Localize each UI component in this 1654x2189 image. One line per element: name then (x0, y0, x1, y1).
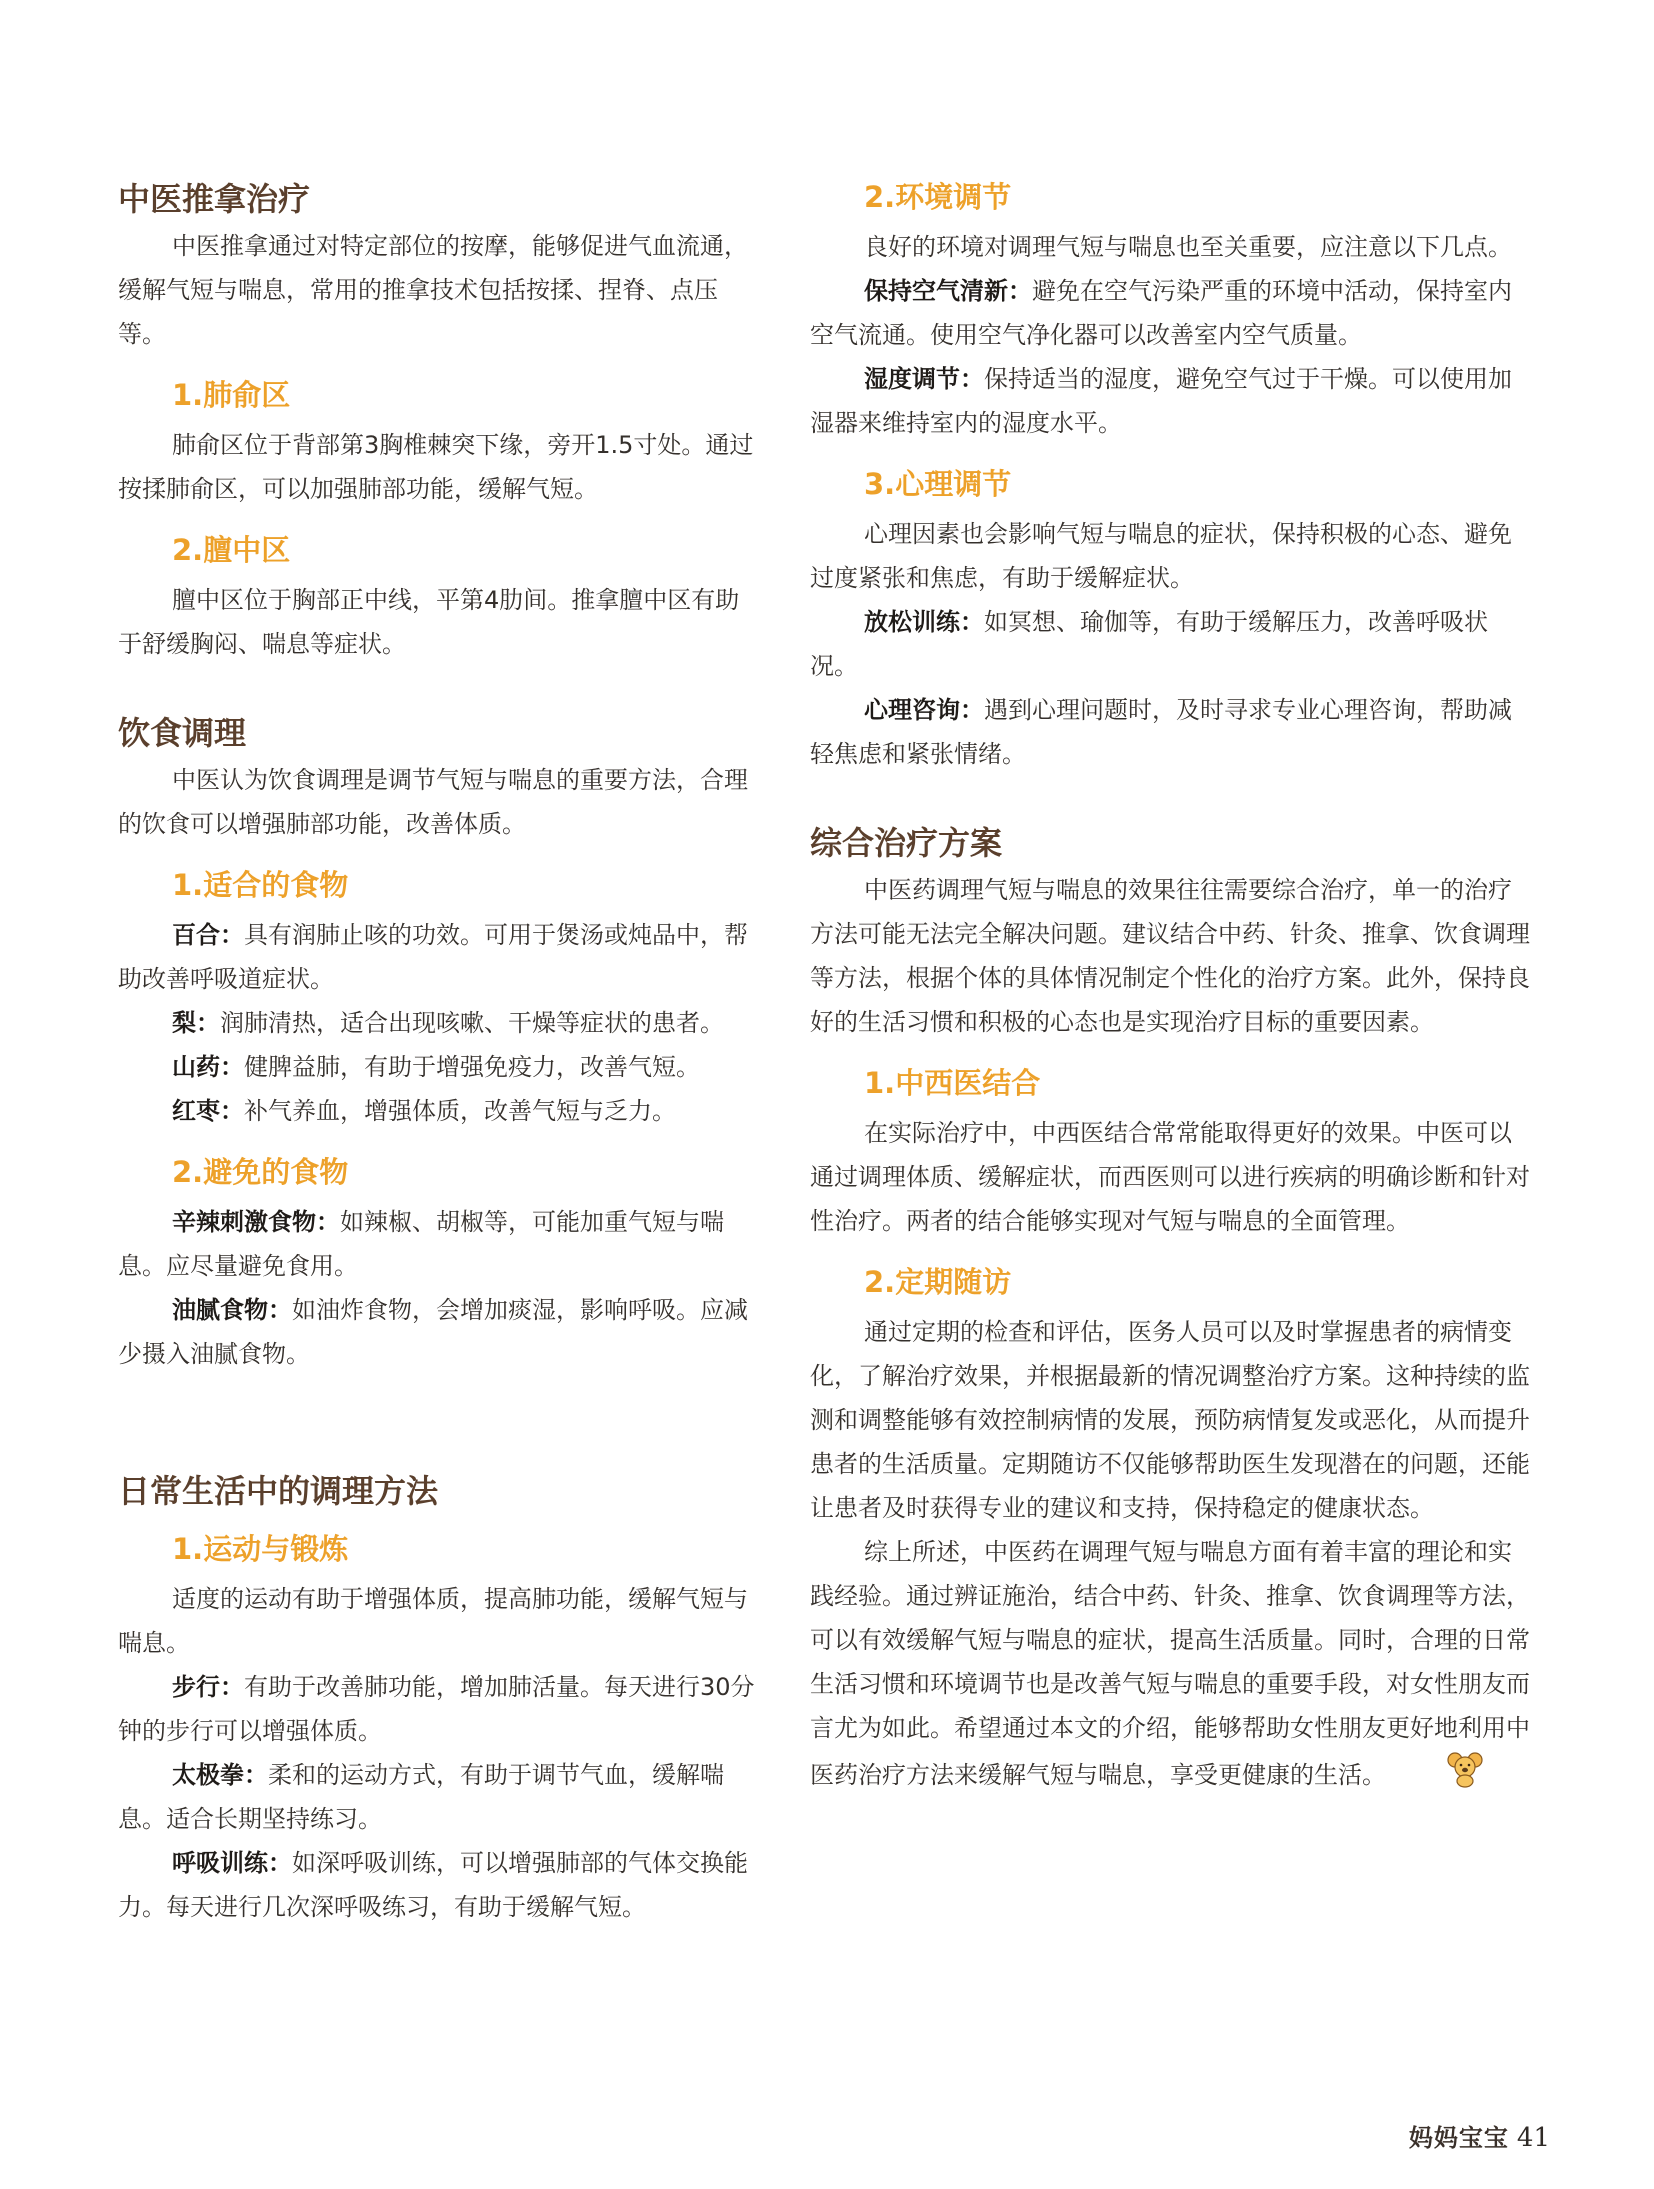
exercise-intro: 适度的运动有助于增强体质，提高肺功能，缓解气短与喘息。 (118, 1585, 748, 1658)
food-text: 如油炸食物，会增加痰湿，影响呼吸。应减少摄入油腻食物。 (118, 1295, 748, 1368)
page-number: 41 (1516, 2123, 1550, 2153)
subheading-feishu: 1.肺俞区 (172, 378, 291, 413)
exercise-text: 有助于改善肺功能，增加肺活量。每天进行30分钟的步行可以增强体质。 (118, 1673, 755, 1746)
left-column (118, 180, 758, 1929)
food-text: 如辣椒、胡椒等，可能加重气短与喘息。应尽量避免食用。 (118, 1207, 724, 1280)
followup-text: 通过定期的检查和评估，医务人员可以及时掌握患者的病情变化，了解治疗效果，并根据最新的情况调整治疗方案。这种持续的监测和调整能够有效控制病情的发展，预防病情复发或恶化，从而提升患者的生活质量。定期随访不仅能够帮助医生发现潜在的问题，还能让患者及时获得专业的建议和支持，保持稳定的健康状态。 (810, 1317, 1530, 1522)
subheading-psychology: 3.心理调节 (864, 466, 1012, 501)
food-item-baihe (118, 913, 758, 1001)
exercise-text: 如深呼吸训练，可以增强肺部的气体交换能力。每天进行几次深呼吸练习，有助于缓解气短。 (118, 1849, 748, 1922)
food-text: 具有润肺止咳的功效。可用于煲汤或炖品中，帮助改善呼吸道症状。 (118, 921, 748, 994)
subheading-followup: 2.定期随访 (864, 1264, 1012, 1299)
subheading-suitable-foods: 1.适合的食物 (172, 868, 349, 903)
right-column (810, 180, 1530, 1802)
section-title-plan: 综合治疗方案 (810, 823, 1003, 862)
food-label: 辛辣刺激食物： (172, 1207, 340, 1236)
food-item-shanyao (118, 1045, 758, 1089)
subheading-integrated: 1.中西医结合 (864, 1065, 1041, 1100)
subheading-danzhong: 2.膻中区 (172, 533, 291, 568)
env-item-air (810, 269, 1530, 357)
psy-item-relax (810, 600, 1530, 688)
exercise-item-breathing (118, 1841, 758, 1929)
subheading-environment: 2.环境调节 (864, 180, 1012, 214)
subheading-avoid-foods: 2.避免的食物 (172, 1155, 349, 1190)
psy-text: 如冥想、瑜伽等，有助于缓解压力，改善呼吸状况。 (810, 607, 1488, 680)
avoid-item-spicy (118, 1200, 758, 1288)
env-text: 保持适当的湿度，避免空气过于干燥。可以使用加湿器来维持室内的湿度水平。 (810, 364, 1512, 437)
avoid-item-greasy (118, 1288, 758, 1376)
env-label: 保持空气清新： (864, 276, 1032, 305)
psy-label: 放松训练： (864, 607, 984, 636)
env-label: 湿度调节： (864, 364, 984, 393)
diet-intro: 中医认为饮食调理是调节气短与喘息的重要方法，合理的饮食可以增强肺部功能，改善体质。 (118, 766, 748, 839)
psy-text: 遇到心理问题时，及时寻求专业心理咨询，帮助减轻焦虑和紧张情绪。 (810, 695, 1512, 768)
section-title-daily-life: 日常生活中的调理方法 (118, 1471, 439, 1510)
environment-intro: 良好的环境对调理气短与喘息也至关重要，应注意以下几点。 (864, 232, 1512, 261)
env-item-humidity (810, 357, 1530, 445)
food-label: 山药： (172, 1053, 244, 1082)
food-label: 红枣： (172, 1097, 244, 1126)
exercise-text: 柔和的运动方式，有助于调节气血，缓解喘息。适合长期坚持练习。 (118, 1761, 724, 1834)
food-text: 润肺清热，适合出现咳嗽、干燥等症状的患者。 (220, 1009, 724, 1038)
conclusion-text (810, 1530, 1530, 1802)
food-item-li (118, 1001, 758, 1045)
magazine-brand: 妈妈宝宝 (1408, 2124, 1509, 2152)
section-title-tuina: 中医推拿治疗 (118, 180, 311, 218)
psy-label: 心理咨询： (864, 695, 984, 724)
psychology-intro: 心理因素也会影响气短与喘息的症状，保持积极的心态、避免过度紧张和焦虑，有助于缓解症状。 (810, 519, 1512, 592)
integrated-text: 在实际治疗中，中西医结合常常能取得更好的效果。中医可以通过调理体质、缓解症状，而西医则可以进行疾病的明确诊断和针对性治疗。两者的结合能够实现对气短与喘息的全面管理。 (810, 1118, 1530, 1235)
exercise-item-taichi (118, 1753, 758, 1841)
exercise-label: 呼吸训练： (172, 1849, 292, 1878)
env-text: 避免在空气污染严重的环境中活动，保持室内空气流通。使用空气净化器可以改善室内空气质量。 (810, 276, 1512, 349)
section-title-diet: 饮食调理 (118, 713, 247, 752)
food-text: 补气养血，增强体质，改善气短与乏力。 (244, 1097, 676, 1126)
exercise-label: 太极拳： (172, 1761, 268, 1790)
exercise-label: 步行： (172, 1673, 244, 1702)
koala-icon (1392, 1750, 1484, 1802)
psy-item-counsel (810, 688, 1530, 776)
conclusion-body: 综上所述，中医药在调理气短与喘息方面有着丰富的理论和实践经验。通过辨证施治，结合中药、针灸、推拿、饮食调理等方法，可以有效缓解气短与喘息的症状，提高生活质量。同时，合理的日常生活习惯和环境调节也是改善气短与喘息的重要手段，对女性朋友而言尤为如此。希望通过本文的介绍，能够帮助女性朋友更好地利用中医药治疗方法来缓解气短与喘息，享受更健康的生活。 (810, 1537, 1530, 1789)
food-item-hongzao (118, 1089, 758, 1133)
danzhong-text: 膻中区位于胸部正中线，平第4肋间。推拿膻中区有助于舒缓胸闷、喘息等症状。 (118, 585, 740, 658)
subheading-exercise: 1.运动与锻炼 (172, 1532, 349, 1567)
page-footer (1409, 2118, 1550, 2153)
food-label: 油腻食物： (172, 1295, 292, 1324)
feishu-text: 肺俞区位于背部第3胸椎棘突下缘，旁开1.5寸处。通过按揉肺俞区，可以加强肺部功能，缓解气短。 (118, 431, 754, 504)
tuina-intro: 中医推拿通过对特定部位的按摩，能够促进气血流通，缓解气短与喘息，常用的推拿技术包括按揉、捏脊、点压等。 (118, 232, 748, 349)
exercise-item-walking (118, 1665, 758, 1753)
food-label: 百合： (172, 921, 244, 950)
food-label: 梨： (172, 1009, 220, 1038)
plan-intro: 中医药调理气短与喘息的效果往往需要综合治疗，单一的治疗方法可能无法完全解决问题。建议结合中药、针灸、推拿、饮食调理等方法，根据个体的具体情况制定个性化的治疗方案。此外，保持良好的生活习惯和积极的心态也是实现治疗目标的重要因素。 (810, 875, 1530, 1036)
food-text: 健脾益肺，有助于增强免疫力，改善气短。 (244, 1053, 700, 1082)
